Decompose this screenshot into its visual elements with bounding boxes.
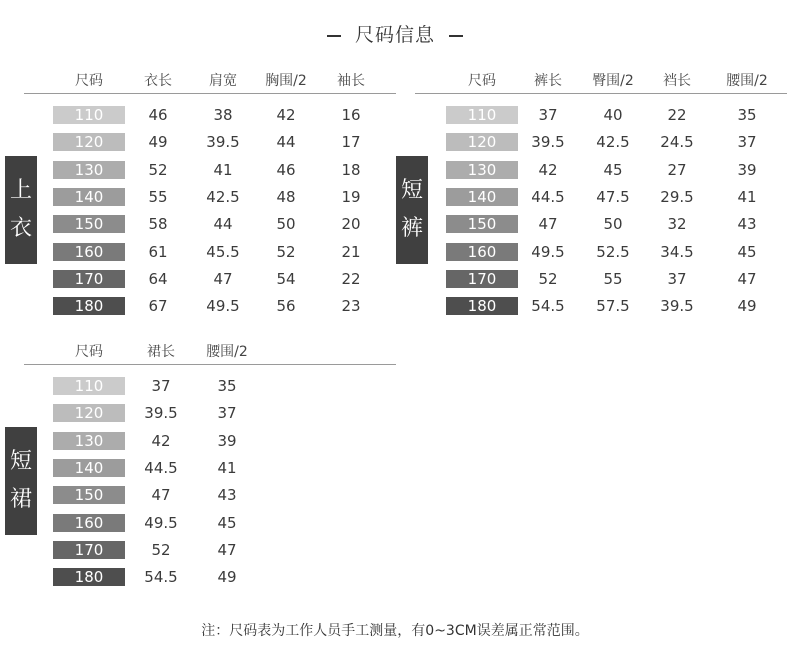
shorts-header-row — [415, 70, 787, 100]
shorts-header-divider — [415, 93, 787, 94]
tops-header-2: 肩宽 — [209, 73, 237, 89]
size-label: 120 — [53, 133, 125, 151]
table-row — [24, 215, 396, 233]
tops-cell: 45.5 — [206, 242, 240, 261]
shorts-cell: 50 — [603, 215, 623, 234]
tops-cell: 50 — [276, 215, 296, 234]
table-row — [415, 161, 787, 179]
shorts-cell: 42.5 — [596, 133, 630, 152]
size-label: 180 — [53, 568, 125, 586]
tops-header-3: 胸围/2 — [265, 73, 307, 89]
table-row — [24, 432, 396, 450]
tops-cell: 42 — [276, 106, 296, 124]
tops-cell: 41 — [213, 160, 233, 179]
size-label: 170 — [53, 541, 125, 559]
size-label: 140 — [53, 188, 125, 206]
shorts-cell: 54.5 — [531, 297, 565, 316]
size-label: 110 — [446, 106, 518, 124]
table-row — [24, 404, 396, 422]
skirt-cell: 45 — [217, 513, 237, 532]
skirt-size-table — [24, 341, 396, 601]
shorts-cell: 34.5 — [660, 242, 694, 261]
size-label: 130 — [53, 432, 125, 450]
table-row — [415, 270, 787, 288]
table-row — [24, 377, 396, 395]
tops-cell: 19 — [341, 187, 361, 206]
tops-cell: 49.5 — [206, 297, 240, 316]
skirt-label — [5, 427, 37, 535]
shorts-cell: 37 — [538, 106, 558, 124]
tops-cell: 52 — [148, 160, 168, 179]
tops-header-4: 袖长 — [337, 73, 365, 89]
skirt-cell: 41 — [217, 458, 237, 477]
table-row — [24, 541, 396, 559]
skirt-cell: 49.5 — [144, 513, 178, 532]
tops-cell: 23 — [341, 297, 361, 316]
skirt-cell: 44.5 — [144, 458, 178, 477]
shorts-size-table — [415, 70, 787, 330]
tops-header-divider — [24, 93, 396, 94]
tops-header-0: 尺码 — [75, 73, 103, 89]
shorts-cell: 47 — [538, 215, 558, 234]
table-row — [24, 459, 396, 477]
measurement-note: 注：尺码表为工作人员手工测量，有0~3CM误差属正常范围。 — [201, 623, 589, 639]
tops-cell: 20 — [341, 215, 361, 234]
skirt-label-char: 短 — [9, 449, 32, 474]
size-label: 160 — [53, 514, 125, 532]
size-label: 110 — [53, 106, 125, 124]
tops-label — [5, 156, 37, 264]
tops-cell: 54 — [276, 269, 296, 288]
shorts-cell: 37 — [667, 269, 687, 288]
shorts-cell: 43 — [737, 215, 757, 234]
tops-cell: 52 — [276, 242, 296, 261]
tops-cell: 22 — [341, 269, 361, 288]
tops-cell: 56 — [276, 297, 296, 316]
table-row — [24, 106, 396, 124]
table-row — [415, 188, 787, 206]
shorts-header-0: 尺码 — [468, 73, 496, 89]
shorts-cell: 27 — [667, 160, 687, 179]
tops-cell: 44 — [276, 133, 296, 152]
skirt-cell: 47 — [151, 486, 171, 505]
tops-cell: 67 — [148, 297, 168, 316]
table-row — [415, 243, 787, 261]
shorts-cell: 47 — [737, 269, 757, 288]
size-label: 160 — [53, 243, 125, 261]
shorts-cell: 45 — [603, 160, 623, 179]
shorts-header-2: 臀围/2 — [592, 73, 634, 89]
skirt-cell: 43 — [217, 486, 237, 505]
skirt-header-divider — [24, 364, 396, 365]
table-row — [24, 270, 396, 288]
table-row — [24, 486, 396, 504]
table-row — [415, 215, 787, 233]
skirt-cell: 35 — [217, 377, 237, 395]
shorts-cell: 52 — [538, 269, 558, 288]
size-label: 170 — [53, 270, 125, 288]
size-label: 150 — [53, 215, 125, 233]
size-label: 150 — [446, 215, 518, 233]
table-row — [24, 188, 396, 206]
size-label: 130 — [53, 161, 125, 179]
size-label: 110 — [53, 377, 125, 395]
shorts-cell: 39.5 — [660, 297, 694, 316]
size-label: 140 — [446, 188, 518, 206]
table-row — [24, 514, 396, 532]
title-dash-right — [449, 35, 463, 37]
tops-cell: 42.5 — [206, 187, 240, 206]
skirt-cell: 52 — [151, 540, 171, 559]
shorts-cell: 44.5 — [531, 187, 565, 206]
shorts-cell: 39.5 — [531, 133, 565, 152]
title-dash-left — [327, 35, 341, 37]
shorts-cell: 24.5 — [660, 133, 694, 152]
table-row — [415, 297, 787, 315]
table-row — [24, 133, 396, 151]
size-label: 120 — [53, 404, 125, 422]
shorts-cell: 32 — [667, 215, 687, 234]
table-row — [24, 297, 396, 315]
shorts-cell: 52.5 — [596, 242, 630, 261]
size-label: 120 — [446, 133, 518, 151]
tops-cell: 61 — [148, 242, 168, 261]
tops-cell: 47 — [213, 269, 233, 288]
tops-label-char: 上 — [9, 178, 32, 203]
tops-cell: 39.5 — [206, 133, 240, 152]
skirt-header-0: 尺码 — [75, 344, 103, 360]
shorts-cell: 39 — [737, 160, 757, 179]
tops-cell: 18 — [341, 160, 361, 179]
shorts-cell: 29.5 — [660, 187, 694, 206]
tops-cell: 44 — [213, 215, 233, 234]
shorts-cell: 22 — [667, 106, 687, 124]
shorts-label-char: 短 — [400, 178, 423, 203]
shorts-label — [396, 156, 428, 264]
skirt-cell: 39 — [217, 431, 237, 450]
shorts-header-4: 腰围/2 — [726, 73, 768, 89]
page-title — [0, 20, 790, 47]
size-label: 160 — [446, 243, 518, 261]
size-label: 180 — [53, 297, 125, 315]
size-label: 180 — [446, 297, 518, 315]
tops-header-1: 衣长 — [144, 73, 172, 89]
shorts-cell: 49.5 — [531, 242, 565, 261]
shorts-cell: 35 — [737, 106, 757, 124]
size-label: 130 — [446, 161, 518, 179]
tops-cell: 64 — [148, 269, 168, 288]
tops-size-table — [24, 70, 396, 330]
skirt-cell: 37 — [217, 404, 237, 423]
shorts-header-1: 裤长 — [534, 73, 562, 89]
title-text: 尺码信息 — [354, 24, 435, 46]
shorts-cell: 47.5 — [596, 187, 630, 206]
tops-cell: 46 — [276, 160, 296, 179]
skirt-cell: 39.5 — [144, 404, 178, 423]
size-label: 140 — [53, 459, 125, 477]
tops-cell: 21 — [341, 242, 361, 261]
tops-label-char: 衣 — [9, 216, 32, 241]
tops-cell: 48 — [276, 187, 296, 206]
skirt-header-1: 裙长 — [147, 344, 175, 360]
shorts-cell: 41 — [737, 187, 757, 206]
table-row — [24, 243, 396, 261]
table-row — [24, 161, 396, 179]
table-row — [415, 133, 787, 151]
tops-cell: 55 — [148, 187, 168, 206]
shorts-cell: 55 — [603, 269, 623, 288]
shorts-cell: 42 — [538, 160, 558, 179]
skirt-cell: 49 — [217, 568, 237, 587]
shorts-header-3: 裆长 — [663, 73, 691, 89]
size-label: 170 — [446, 270, 518, 288]
tops-cell: 16 — [341, 106, 361, 124]
tops-cell: 49 — [148, 133, 168, 152]
shorts-cell: 37 — [737, 133, 757, 152]
tops-cell: 46 — [148, 106, 168, 124]
tops-header-row — [24, 70, 396, 100]
tops-cell: 17 — [341, 133, 361, 152]
shorts-cell: 45 — [737, 242, 757, 261]
tops-cell: 58 — [148, 215, 168, 234]
shorts-label-char: 裤 — [400, 216, 423, 241]
skirt-header-row — [24, 341, 396, 371]
skirt-cell: 47 — [217, 540, 237, 559]
shorts-cell: 57.5 — [596, 297, 630, 316]
skirt-cell: 42 — [151, 431, 171, 450]
table-row — [415, 106, 787, 124]
skirt-cell: 54.5 — [144, 568, 178, 587]
skirt-cell: 37 — [151, 377, 171, 395]
tops-cell: 38 — [213, 106, 233, 124]
shorts-cell: 40 — [603, 106, 623, 124]
shorts-cell: 49 — [737, 297, 757, 316]
skirt-header-2: 腰围/2 — [206, 344, 248, 360]
size-label: 150 — [53, 486, 125, 504]
table-row — [24, 568, 396, 586]
skirt-label-char: 裙 — [9, 487, 32, 512]
